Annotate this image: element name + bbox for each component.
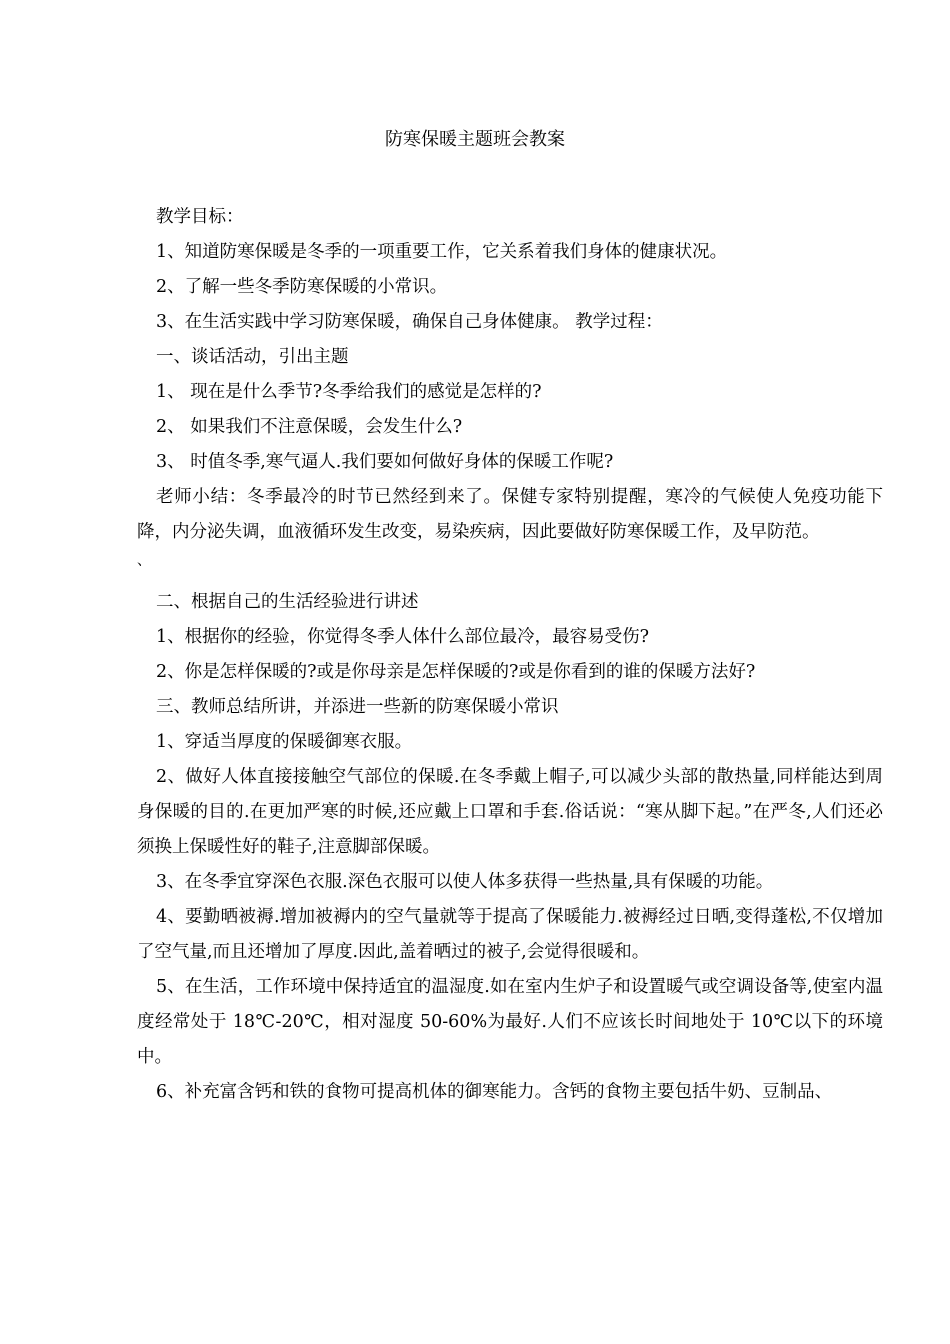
paragraph-goal-2: 2、了解一些冬季防寒保暖的小常识。	[156, 277, 448, 297]
paragraph-stray-mark: 、	[137, 553, 151, 569]
paragraph-teacher-summary: 老师小结：冬季最冷的时节已然经到来了。保健专家特别提醒，寒冷的气候使人免疫功能下降，内分泌失调，血液循环发生改变，易染疾病，因此要做好防寒保暖工作，及早防范。	[137, 487, 883, 542]
paragraph-teaching-goals-heading: 教学目标：	[156, 207, 244, 227]
paragraph-experience-1: 1、根据你的经验，你觉得冬季人体什么部位最冷，最容易受伤?	[156, 627, 650, 647]
document-body	[137, 200, 883, 1110]
paragraph-section-1-heading: 一、谈话活动，引出主题	[156, 347, 349, 367]
paragraph-tip-4: 4、要勤晒被褥.增加被褥内的空气量就等于提高了保暖能力.被褥经过日晒,变得蓬松,不仅增加了空气量,而且还增加了厚度.因此,盖着晒过的被子,会觉得很暖和。	[137, 907, 883, 962]
paragraph-tip-5: 5、在生活，工作环境中保持适宜的温湿度.如在室内生炉子和设置暖气或空调设备等,使室内温度经常处于 18℃-20℃，相对湿度 50-60%为最好.人们不应该长时间地处于 10℃以下的环境中。	[137, 977, 883, 1067]
paragraph-section-2-heading: 二、根据自己的生活经验进行讲述	[156, 592, 419, 612]
paragraph-goal-1: 1、知道防寒保暖是冬季的一项重要工作，它关系着我们身体的健康状况。	[156, 242, 728, 262]
paragraph-experience-2: 2、你是怎样保暖的?或是你母亲是怎样保暖的?或是你看到的谁的保暖方法好?	[156, 662, 756, 682]
paragraph-tip-6: 6、补充富含钙和铁的食物可提高机体的御寒能力。含钙的食物主要包括牛奶、豆制品、	[156, 1082, 833, 1102]
paragraph-question-3: 3、 时值冬季,寒气逼人.我们要如何做好身体的保暖工作呢?	[156, 452, 614, 472]
paragraph-tip-2: 2、做好人体直接接触空气部位的保暖.在冬季戴上帽子,可以减少头部的散热量,同样能达到周身保暖的目的.在更加严寒的时候,还应戴上口罩和手套.俗话说：“寒从脚下起。”在严冬,人们还必须换上保暖性好的鞋子,注意脚部保暖。	[137, 767, 883, 857]
paragraph-tip-1: 1、穿适当厚度的保暖御寒衣服。	[156, 732, 413, 752]
paragraph-section-3-heading: 三、教师总结所讲，并添进一些新的防寒保暖小常识	[156, 697, 559, 717]
paragraph-goal-3: 3、在生活实践中学习防寒保暖，确保自己身体健康。 教学过程：	[156, 312, 663, 332]
paragraph-tip-3: 3、在冬季宜穿深色衣服.深色衣服可以使人体多获得一些热量,具有保暖的功能。	[156, 872, 774, 892]
paragraph-question-2: 2、 如果我们不注意保暖，会发生什么?	[156, 417, 463, 437]
document-title: 防寒保暖主题班会教案	[385, 129, 565, 150]
paragraph-question-1: 1、 现在是什么季节?冬季给我们的感觉是怎样的?	[156, 382, 542, 402]
